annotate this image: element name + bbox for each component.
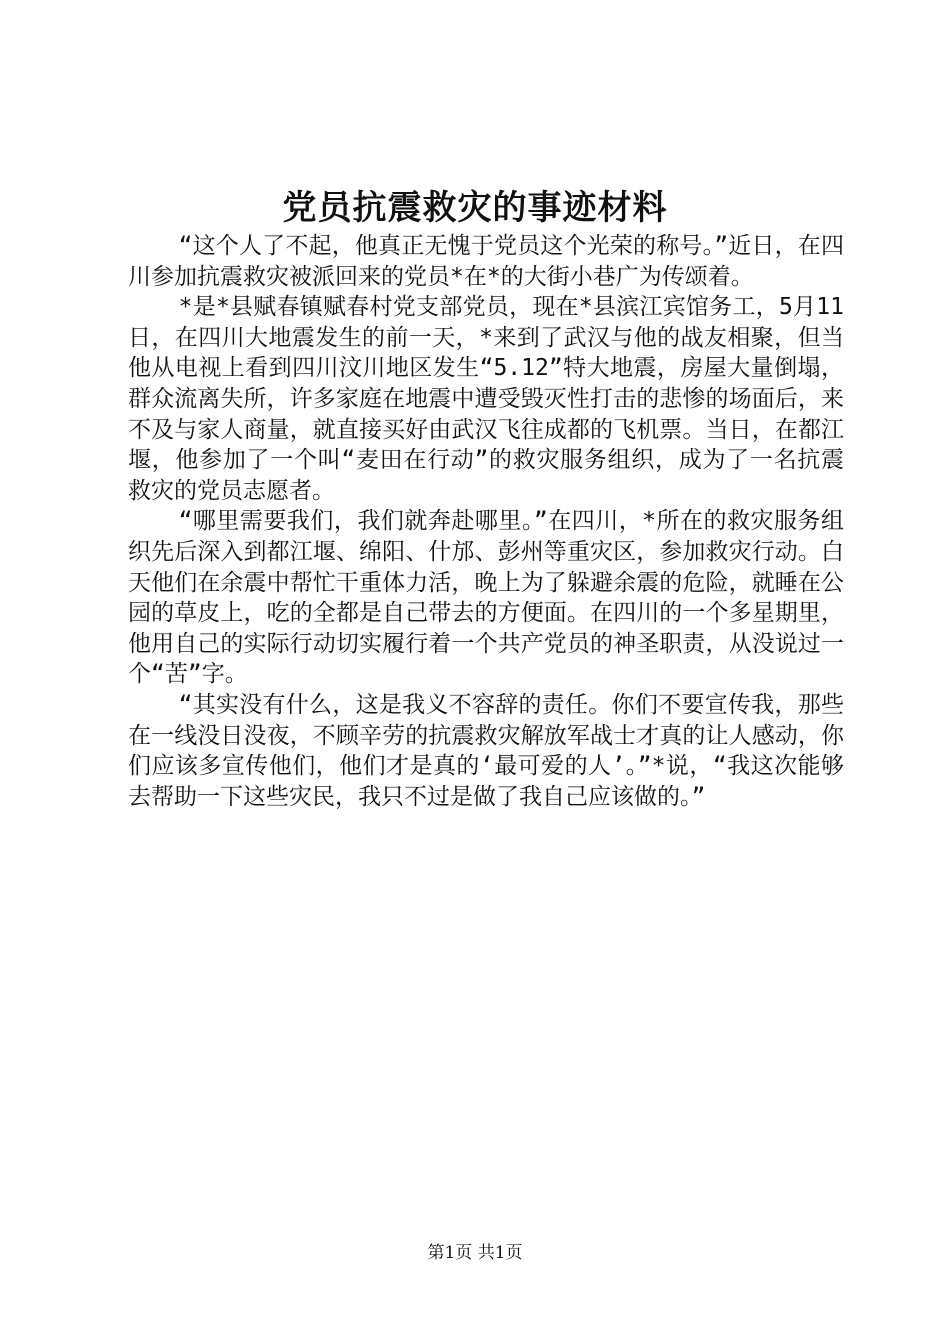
page-number-footer: 第1页 共1页 <box>427 1243 523 1263</box>
document-title: 党员抗震救灾的事迹材料 <box>282 188 668 228</box>
paragraph-1: “这个人了不起，他真正无愧于党员这个光荣的称号。”近日，在四川参加抗震救灾被派回来的党员*在*的大街小巷广为传颂着。 <box>128 233 844 290</box>
paragraph-2: *是*县赋春镇赋春村党支部党员，现在*县滨江宾馆务工，5月11日，在四川大地震发生的前一天，*来到了武汉与他的战友相聚，但当他从电视上看到四川汶川地区发生“5.12”特大地震，房屋大量倒塌，群众流离失所，许多家庭在地震中遭受毁灭性打击的悲惨的场面后，来不及与家人商量，就直接买好由武汉飞往成都的飞机票。当日，在都江堰，他参加了一个叫“麦田在行动”的救灾服务组织，成为了一名抗震救灾的党员志愿者。 <box>128 294 844 504</box>
paragraph-3: “哪里需要我们，我们就奔赴哪里。”在四川，*所在的救灾服务组织先后深入到都江堰、绵阳、什邡、彭州等重灾区，参加救灾行动。白天他们在余震中帮忙干重体力活，晚上为了躲避余震的危险，就睡在公园的草皮上，吃的全都是自己带去的方便面。在四川的一个多星期里，他用自己的实际行动切实履行着一个共产党员的神圣职责，从没说过一个“苦”字。 <box>128 508 844 688</box>
document-body <box>128 231 844 812</box>
paragraph-4: “其实没有什么，这是我义不容辞的责任。你们不要宣传我，那些在一线没日没夜，不顾辛劳的抗震救灾解放军战士才真的让人感动，你们应该多宣传他们，他们才是真的‘最可爱的人’。”*说，“我这次能够去帮助一下这些灾民，我只不过是做了我自己应该做的。” <box>128 691 844 810</box>
